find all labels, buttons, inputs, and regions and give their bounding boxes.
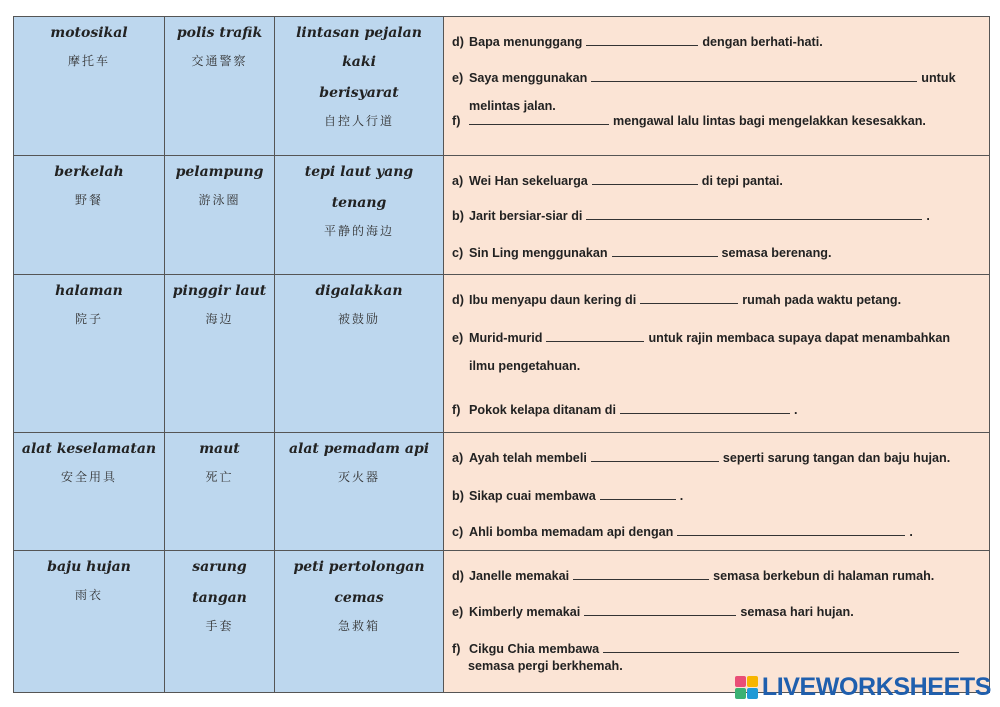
question-text: Sin Ling menggunakan: [469, 246, 608, 260]
question-text: .: [926, 209, 930, 223]
question-line: [444, 113, 932, 128]
question-text: Murid-murid: [469, 331, 543, 345]
worksheet-row: [14, 17, 990, 156]
malay-word: digalakkan: [315, 283, 403, 299]
question-letter: e): [452, 71, 464, 85]
chinese-translation: 院子: [74, 312, 103, 326]
chinese-translation: 安全用具: [60, 470, 117, 484]
question-text: .: [909, 525, 913, 539]
liveworksheets-logo: [735, 674, 991, 700]
word-cell: [165, 17, 275, 156]
word-cell: [165, 275, 275, 433]
answer-blank[interactable]: [573, 568, 709, 580]
question-letter: f): [452, 114, 461, 128]
answer-blank[interactable]: [620, 402, 790, 414]
question-text: Ayah telah membeli: [469, 451, 587, 465]
malay-word: polis trafik: [176, 25, 263, 41]
chinese-translation: 急救箱: [337, 619, 380, 633]
malay-word: alat pemadam api: [288, 441, 430, 457]
malay-word: pelampung: [175, 164, 264, 180]
question-line: [444, 70, 962, 85]
question-text: Pokok kelapa ditanam di: [469, 403, 616, 417]
answer-blank[interactable]: [546, 330, 644, 342]
question-text: semasa berenang.: [721, 246, 832, 260]
question-line: [444, 402, 803, 417]
question-text: semasa berkebun di halaman rumah.: [713, 569, 935, 583]
answer-blank[interactable]: [603, 641, 959, 653]
question-letter: d): [452, 293, 464, 307]
chinese-translation: 灭火器: [337, 470, 380, 484]
answer-blank[interactable]: [591, 450, 719, 462]
worksheet-row: [14, 433, 990, 551]
malay-word: motosikal: [50, 25, 128, 41]
question-letter: f): [452, 403, 461, 417]
chinese-translation: 游泳圈: [198, 193, 241, 207]
chinese-translation: 野餐: [74, 193, 103, 207]
malay-word: alat keselamatan: [21, 441, 157, 457]
malay-word: tenang: [331, 195, 387, 211]
question-text: .: [793, 403, 798, 417]
question-text: dengan berhati-hati.: [702, 35, 823, 49]
question-text: Saya menggunakan: [469, 71, 588, 85]
question-text: mengawal lalu lintas bagi mengelakkan kesesakkan.: [613, 114, 926, 128]
question-line: [444, 568, 940, 583]
question-line: [444, 604, 860, 619]
chinese-translation: 手套: [205, 619, 234, 633]
question-letter: e): [452, 331, 464, 345]
malay-word: maut: [199, 441, 240, 457]
word-cell: [165, 433, 275, 551]
question-text: Kimberly memakai: [469, 605, 581, 619]
answer-blank[interactable]: [612, 245, 718, 257]
question-letter: a): [452, 174, 464, 188]
question-line: [444, 34, 829, 49]
question-text: Bapa menunggang: [469, 35, 583, 49]
question-letter: c): [452, 525, 464, 539]
question-letter: d): [452, 35, 464, 49]
word-cell: [14, 17, 165, 156]
question-text: Ahli bomba memadam api dengan: [469, 525, 674, 539]
question-text: Jarit bersiar-siar di: [469, 209, 583, 223]
malay-word: cemas: [334, 590, 384, 606]
question-text: semasa hari hujan.: [740, 605, 854, 619]
malay-word: baju hujan: [47, 559, 131, 575]
worksheet-row: [14, 551, 990, 693]
worksheet-row: [14, 156, 990, 275]
malay-word: lintasan pejalan kaki: [296, 25, 422, 70]
answer-blank[interactable]: [469, 113, 609, 125]
malay-word: sarung: [192, 559, 247, 575]
word-cell: [14, 551, 165, 693]
question-letter: b): [452, 489, 464, 503]
chinese-translation: 被鼓励: [337, 312, 380, 326]
chinese-translation: 摩托车: [67, 54, 110, 68]
word-cell: [165, 156, 275, 275]
questions-cell: [444, 433, 990, 551]
answer-blank[interactable]: [586, 208, 922, 220]
answer-blank[interactable]: [640, 292, 738, 304]
word-cell: [275, 433, 444, 551]
chinese-translation: 死亡: [205, 470, 234, 484]
question-text: untuk: [921, 71, 956, 85]
malay-word: tepi laut yang: [304, 164, 414, 180]
question-text: seperti sarung tangan dan baju hujan.: [722, 451, 951, 465]
chinese-translation: 交通警察: [191, 54, 248, 68]
question-letter: c): [452, 246, 464, 260]
questions-cell: [444, 275, 990, 433]
word-cell: [275, 551, 444, 693]
word-cell: [14, 433, 165, 551]
logo-text: LIVEWORKSHEETS: [761, 672, 991, 701]
malay-word: berisyarat: [319, 85, 399, 101]
question-text: Janelle memakai: [469, 569, 570, 583]
chinese-translation: 海边: [205, 312, 234, 326]
question-letter: f): [452, 642, 461, 656]
question-continuation: semasa pergi berkhemah.: [468, 659, 623, 673]
word-cell: [14, 156, 165, 275]
question-line: [444, 524, 919, 539]
question-text: Ibu menyapu daun kering di: [469, 293, 637, 307]
answer-blank[interactable]: [591, 70, 917, 82]
question-text: Cikgu Chia membawa: [469, 642, 600, 656]
answer-blank[interactable]: [586, 34, 698, 46]
malay-word: berkelah: [54, 164, 124, 180]
question-line: [444, 292, 907, 307]
question-continuation: melintas jalan.: [469, 99, 556, 113]
malay-word: tangan: [192, 590, 247, 606]
answer-blank[interactable]: [584, 604, 736, 616]
malay-word: peti pertolongan: [293, 559, 425, 575]
question-line: [444, 208, 936, 223]
word-cell: [14, 275, 165, 433]
word-cell: [275, 275, 444, 433]
questions-cell: [444, 551, 990, 693]
questions-cell: [444, 17, 990, 156]
question-letter: a): [452, 451, 464, 465]
question-line: [444, 450, 956, 465]
answer-blank[interactable]: [592, 173, 698, 185]
question-continuation: ilmu pengetahuan.: [469, 359, 581, 373]
question-letter: e): [452, 605, 464, 619]
question-line: [444, 173, 789, 188]
vocabulary-worksheet-table: [13, 16, 990, 693]
question-text: untuk rajin membaca supaya dapat menambahkan: [648, 331, 951, 345]
question-letter: b): [452, 209, 464, 223]
word-cell: [275, 156, 444, 275]
chinese-translation: 平静的海边: [323, 224, 394, 238]
question-text: di tepi pantai.: [701, 174, 783, 188]
answer-blank[interactable]: [600, 488, 676, 500]
question-text: .: [679, 489, 684, 503]
worksheet-row: [14, 275, 990, 433]
chinese-translation: 自控人行道: [323, 114, 394, 128]
question-text: rumah pada waktu petang.: [742, 293, 902, 307]
question-text: Wei Han sekeluarga: [469, 174, 588, 188]
question-text: Sikap cuai membawa: [469, 489, 596, 503]
question-line: [444, 330, 956, 345]
malay-word: pinggir laut: [172, 283, 267, 299]
word-cell: [165, 551, 275, 693]
question-line: [444, 641, 969, 656]
liveworksheets-logo-icon: [735, 676, 758, 699]
malay-word: halaman: [55, 283, 123, 299]
answer-blank[interactable]: [677, 524, 905, 536]
question-line: [444, 488, 689, 503]
questions-cell: [444, 156, 990, 275]
word-cell: [275, 17, 444, 156]
chinese-translation: 雨衣: [74, 588, 103, 602]
question-line: [444, 245, 837, 260]
question-letter: d): [452, 569, 464, 583]
